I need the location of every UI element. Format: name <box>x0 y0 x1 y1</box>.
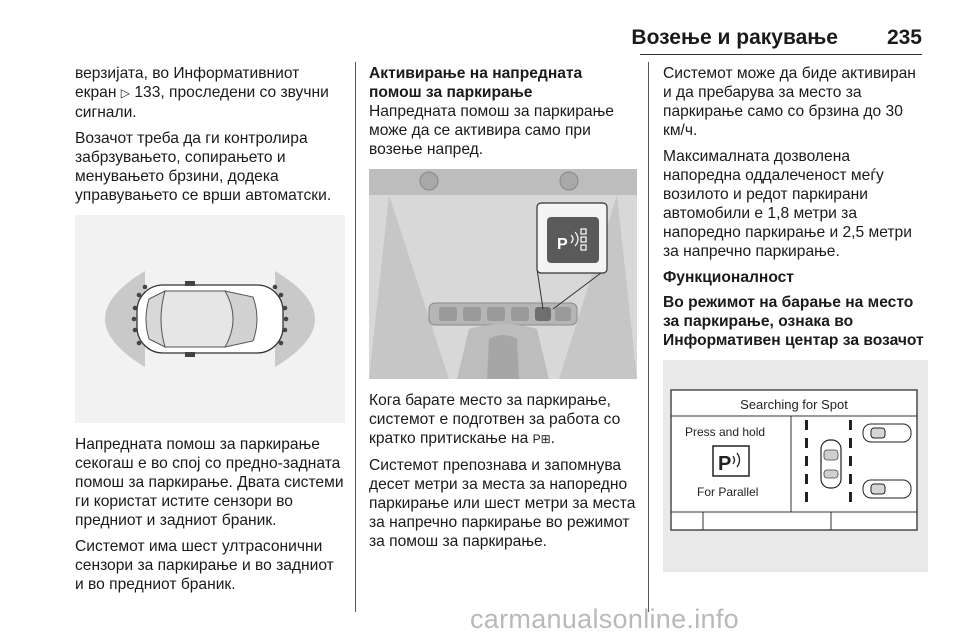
column-1 <box>75 64 345 601</box>
own-car-icon <box>821 440 841 488</box>
paragraph-sensor-count: Системот има шест ултрасонични сензори за паркирање и во задниот и во предниот браник. <box>75 538 334 593</box>
paragraph-max-distance: Максималната дозволена напоредна оддалеченост меѓу возилото и редот паркирани автомобили е 1,8 метри за напоредно паркирање и 2,5 метри за напречно паркирање. <box>663 148 912 260</box>
paragraph-space-detection: Системот препознава и запомнува десет метри за места за напоредно паркирање или шест метри за места за напречно паркирање во режимот за помош за паркирање. <box>369 457 636 550</box>
reference-arrow-icon: ▷ <box>120 86 131 100</box>
paragraph-combined-systems: Напредната помош за паркирање секогаш е во спој со предно-задната помош за паркирање. Двата системи ги користат истите сензори во предниот и задниот браник. <box>75 436 344 529</box>
paragraph-search-activation: Кога барате место за паркирање, системот е подготвен за работа со кратко притискање на P⊞. <box>369 392 621 447</box>
paragraph-driver-control: Возачот треба да ги контролира забрзувањето, сопирањето и менувањето брзини, додека управувањето се врши автоматски. <box>75 130 332 204</box>
car-sensors-illustration <box>75 215 345 423</box>
paragraph-speed-limit: Системот може да биде активиран и да пребарува за место за паркирање само со брзина до 30 км/ч. <box>663 65 916 139</box>
subheading-search-mode: Во режимот на барање на место за паркирање, ознака во Информативен центар за возачот <box>663 294 924 349</box>
parking-mode-label: For Parallel <box>697 485 759 499</box>
header-divider <box>640 54 922 55</box>
page-header <box>631 24 930 54</box>
display-title: Searching for Spot <box>740 397 848 412</box>
column-divider-2 <box>648 62 649 612</box>
column-2 <box>369 64 637 558</box>
chapter-title: Возење и ракување <box>631 26 838 49</box>
car-top-view-icon <box>137 281 283 357</box>
paragraph-forward-only: Напредната помош за паркирање може да се активира само при возење напред. <box>369 103 614 158</box>
sensor-coverage-figure <box>75 215 345 423</box>
searching-for-spot-display <box>663 360 928 572</box>
press-and-hold-label: Press and hold <box>685 425 766 439</box>
console-button-figure <box>369 169 637 379</box>
section-heading-activation: Активирање на напредната помош за паркирање <box>369 65 583 101</box>
column-3 <box>663 64 928 584</box>
center-console-illustration <box>369 169 637 379</box>
paragraph-intro: верзијата, во Информативниот екран ▷ 133, проследени со звучни сигнали. <box>75 65 329 121</box>
parking-assist-icon: P⊞ <box>532 432 551 446</box>
driver-info-display-figure <box>663 360 928 572</box>
page-number: 235 <box>886 26 922 49</box>
section-heading-functionality: Функционалност <box>663 269 794 286</box>
display-button-letter: P <box>718 453 732 475</box>
watermark: carmanualsonline.info <box>470 604 739 634</box>
column-divider-1 <box>355 62 356 612</box>
parking-assist-button-label: P <box>557 236 568 253</box>
